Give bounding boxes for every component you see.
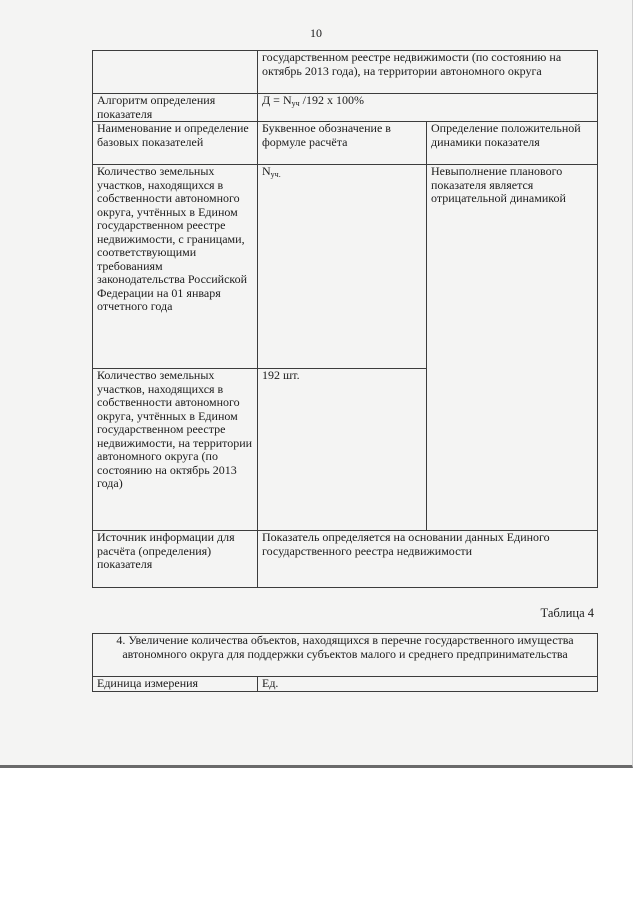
letter-designation-1 (258, 165, 427, 369)
table-row (93, 122, 598, 165)
dynamics-definition: Невыполнение планового показателя является отрицательной динамикой (427, 165, 598, 531)
base-indicator-1: Количество земельных участков, находящихся в собственности автономного округа, учтённых в Едином государственном реестре недвижимости, с границами, соответствующими требованиям законодательства Российской Федерации на 01 января отчетного года (93, 165, 258, 369)
empty-cell (93, 51, 258, 94)
formula-subscript: уч (291, 99, 300, 108)
table-row (93, 634, 598, 677)
header-positive-dynamics: Определение положительной динамики показателя (427, 122, 598, 165)
header-base-indicators: Наименование и определение базовых показателей (93, 122, 258, 165)
algorithm-label: Алгоритм определения показателя (93, 94, 258, 122)
symbol-prefix: N (262, 164, 271, 178)
unit-value: Ед. (258, 677, 598, 692)
indicator-heading: 4. Увеличение количества объектов, находящихся в перечне государственного имущества автономного округа для поддержки субъектов малого и среднего предпринимательства (93, 634, 598, 677)
table-caption: Таблица 4 (540, 606, 594, 620)
unit-label: Единица измерения (93, 677, 258, 692)
base-indicator-2: Количество земельных участков, находящихся в собственности автономного округа, учтённых в Едином государственном реестре недвижимости, на территории автономного округа (по состоянию на октябрь 2013 года) (93, 369, 258, 531)
table-row (93, 94, 598, 122)
table-row (93, 531, 598, 588)
symbol-subscript: уч. (270, 170, 281, 179)
indicator-table-4 (92, 633, 598, 692)
table-row (93, 51, 598, 94)
indicator-table-3 (92, 50, 598, 588)
source-value: Показатель определяется на основании данных Единого государственного реестра недвижимости (258, 531, 598, 588)
continued-text-cell: государственном реестре недвижимости (по состоянию на октябрь 2013 года), на территории автономного округа (258, 51, 598, 94)
header-letter-designation: Буквенное обозначение в формуле расчёта (258, 122, 427, 165)
table-row (93, 677, 598, 692)
formula-cell (258, 94, 598, 122)
page-number: 10 (310, 26, 322, 40)
source-label: Источник информации для расчёта (определения) показателя (93, 531, 258, 588)
formula-suffix: /192 х 100% (299, 93, 364, 107)
formula-prefix: Д = N (262, 93, 292, 107)
letter-designation-2: 192 шт. (258, 369, 427, 531)
table-row (93, 165, 598, 369)
